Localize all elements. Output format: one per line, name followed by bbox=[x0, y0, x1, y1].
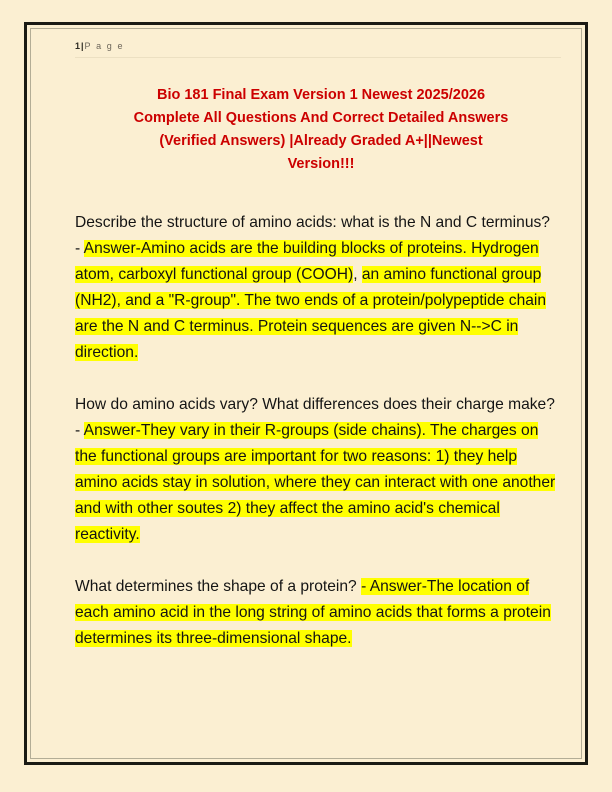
answer-highlighted-text: Answer-They vary in their R-groups (side chains). The charges on the functional groups are important for two reasons: 1) they help amino acids stay in solution, where they can interact with one another and with other soutes 2) they affect the amino acid's chemical reactivity. bbox=[75, 422, 556, 543]
answer-plain-text: , bbox=[353, 266, 362, 283]
header-separator: | bbox=[81, 41, 84, 51]
title-line-1: Bio 181 Final Exam Version 1 Newest 2025/2026 bbox=[156, 87, 486, 103]
title-line-4: Version!!! bbox=[287, 156, 355, 172]
document-body bbox=[75, 210, 567, 652]
page-content-area bbox=[27, 25, 591, 768]
title-line-2: Complete All Questions And Correct Detailed Answers bbox=[133, 110, 509, 126]
question-text: Describe the structure of amino acids: what is the N and C terminus? - bbox=[75, 214, 550, 257]
page-header bbox=[75, 41, 561, 58]
answer-highlighted-text: Answer-Amino acids are the building blocks of proteins. Hydrogen atom, carboxyl functional group (COOH) bbox=[75, 240, 539, 283]
qa-block bbox=[75, 392, 557, 548]
question-text: What determines the shape of a protein? bbox=[75, 578, 362, 595]
answer-highlighted-text: - Answer-The location of each amino acid in the long string of amino acids that forms a protein determines its three-dimensional shape. bbox=[75, 578, 551, 647]
qa-block bbox=[75, 574, 557, 652]
page-label: P a g e bbox=[84, 41, 125, 51]
title-line-3: (Verified Answers) |Already Graded A+||Newest bbox=[159, 133, 483, 149]
question-text: How do amino acids vary? What differences does their charge make? - bbox=[75, 396, 555, 439]
page-number: 1 bbox=[75, 41, 81, 51]
qa-block bbox=[75, 210, 557, 366]
page-title bbox=[75, 84, 567, 176]
answer-highlighted-text: an amino functional group (NH2), and a "R-group". The two ends of a protein/polypeptide chain are the N and C terminus. Protein sequences are given N-->C in direction. bbox=[75, 266, 547, 361]
page-border-frame bbox=[24, 22, 588, 765]
